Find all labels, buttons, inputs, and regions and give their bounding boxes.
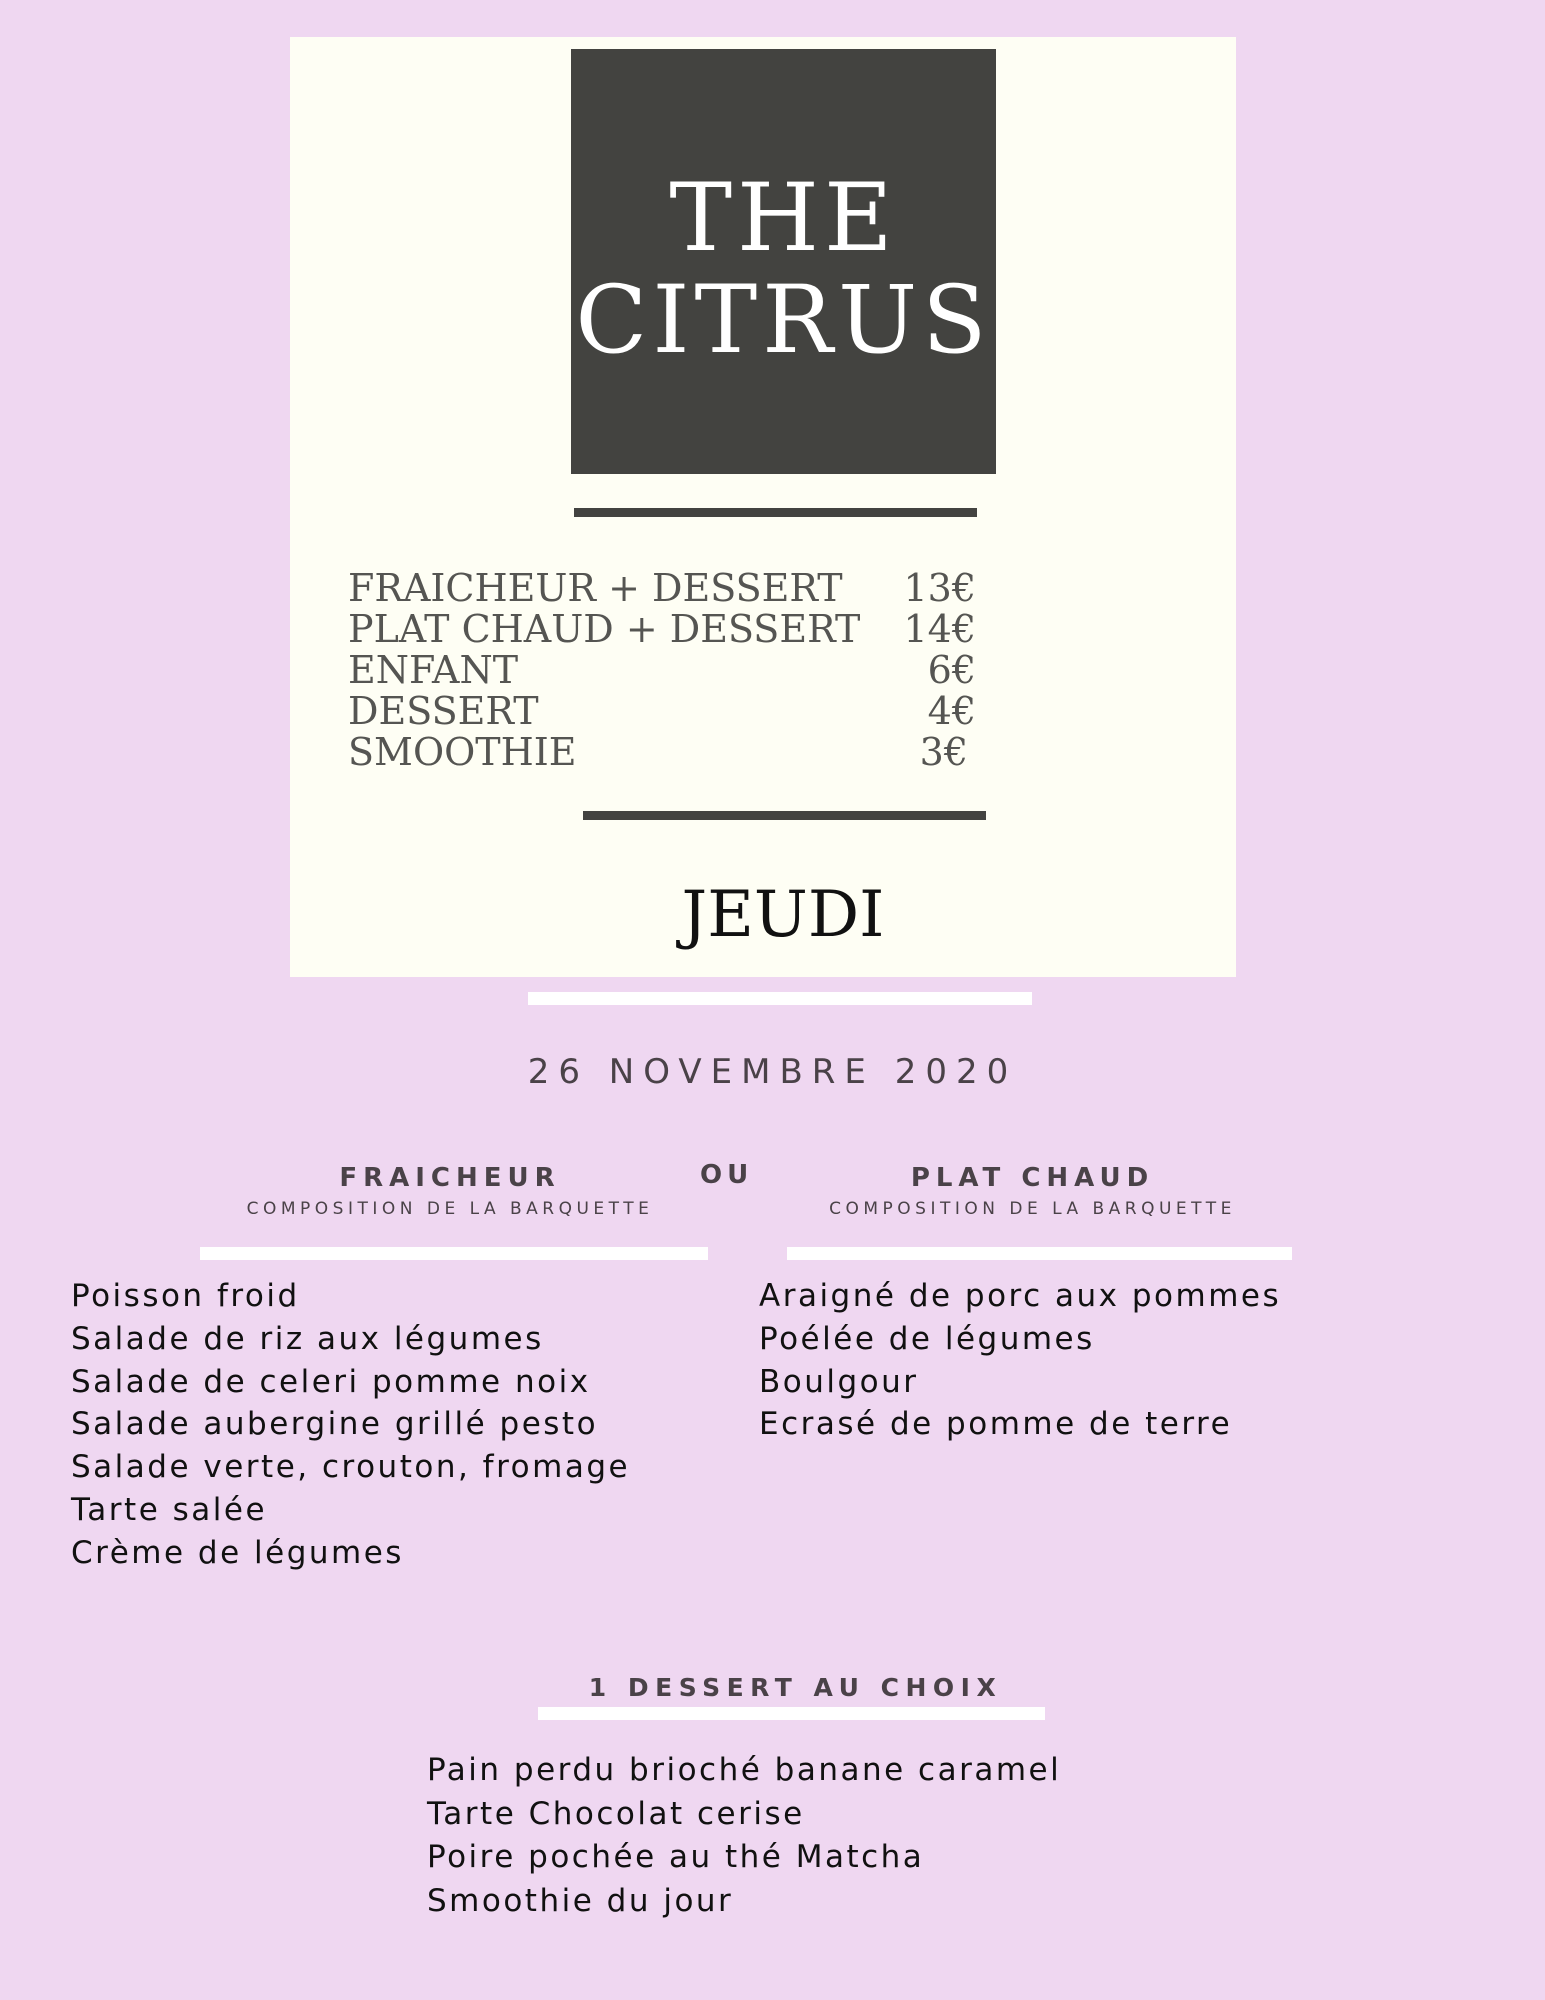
price-value: 13€ bbox=[903, 566, 976, 610]
fraicheur-subtitle: COMPOSITION DE LA BARQUETTE bbox=[246, 1199, 654, 1219]
price-label: PLAT CHAUD + DESSERT bbox=[348, 607, 861, 651]
list-item: Tarte Chocolat cerise bbox=[427, 1795, 805, 1832]
price-value: 14€ bbox=[903, 607, 976, 651]
price-label: FRAICHEUR + DESSERT bbox=[348, 566, 843, 610]
price-label: SMOOTHIE bbox=[348, 730, 577, 774]
divider-plat-chaud bbox=[787, 1247, 1292, 1260]
divider-top bbox=[574, 508, 977, 517]
list-item: Salade de riz aux légumes bbox=[71, 1320, 544, 1357]
list-item: Boulgour bbox=[759, 1363, 919, 1400]
list-item: Salade de celeri pomme noix bbox=[71, 1363, 591, 1400]
plat-chaud-title: PLAT CHAUD bbox=[910, 1163, 1155, 1193]
date-label: 26 NOVEMBRE 2020 bbox=[527, 1052, 1018, 1092]
list-item: Pain perdu brioché banane caramel bbox=[427, 1752, 1062, 1788]
price-row bbox=[348, 609, 976, 650]
plat-chaud-subtitle: COMPOSITION DE LA BARQUETTE bbox=[829, 1199, 1236, 1219]
logo-box bbox=[571, 49, 996, 474]
logo-line-2: CITRUS bbox=[575, 265, 992, 375]
plat-chaud-header bbox=[780, 1163, 1285, 1219]
list-item: Salade verte, crouton, fromage bbox=[71, 1449, 631, 1486]
list-item: Ecrasé de pomme de terre bbox=[759, 1406, 1233, 1443]
list-item: Smoothie du jour bbox=[427, 1882, 734, 1919]
list-item: Poire pochée au thé Matcha bbox=[427, 1839, 925, 1875]
list-item: Poélée de légumes bbox=[759, 1320, 1095, 1357]
list-item: Crème de légumes bbox=[71, 1534, 404, 1571]
price-label: DESSERT bbox=[348, 689, 539, 733]
divider-bottom bbox=[583, 811, 986, 820]
divider-day bbox=[528, 992, 1032, 1005]
dessert-list bbox=[427, 1749, 1061, 1923]
price-label: ENFANT bbox=[348, 648, 519, 692]
price-row bbox=[348, 732, 976, 773]
price-row bbox=[348, 691, 976, 732]
fraicheur-header bbox=[200, 1163, 700, 1219]
day-title: JEUDI bbox=[681, 878, 885, 952]
price-list bbox=[348, 568, 976, 773]
logo-line-1: THE bbox=[669, 163, 898, 273]
price-row bbox=[348, 568, 976, 609]
price-row bbox=[348, 650, 976, 691]
list-item: Araigné de porc aux pommes bbox=[759, 1278, 1282, 1314]
price-value: 3€ bbox=[919, 730, 968, 774]
list-item: Salade aubergine grillé pesto bbox=[71, 1406, 599, 1443]
fraicheur-list bbox=[71, 1275, 630, 1575]
fraicheur-title: FRAICHEUR bbox=[339, 1163, 561, 1193]
dessert-title: 1 DESSERT AU CHOIX bbox=[588, 1673, 1003, 1702]
plat-chaud-list bbox=[759, 1275, 1281, 1446]
list-item: Poisson froid bbox=[71, 1278, 300, 1314]
price-value: 6€ bbox=[927, 648, 976, 692]
divider-fraicheur bbox=[200, 1247, 708, 1260]
list-item: Tarte salée bbox=[71, 1491, 268, 1528]
price-value: 4€ bbox=[927, 689, 976, 733]
divider-dessert bbox=[538, 1707, 1045, 1720]
or-separator: OU bbox=[700, 1160, 754, 1190]
